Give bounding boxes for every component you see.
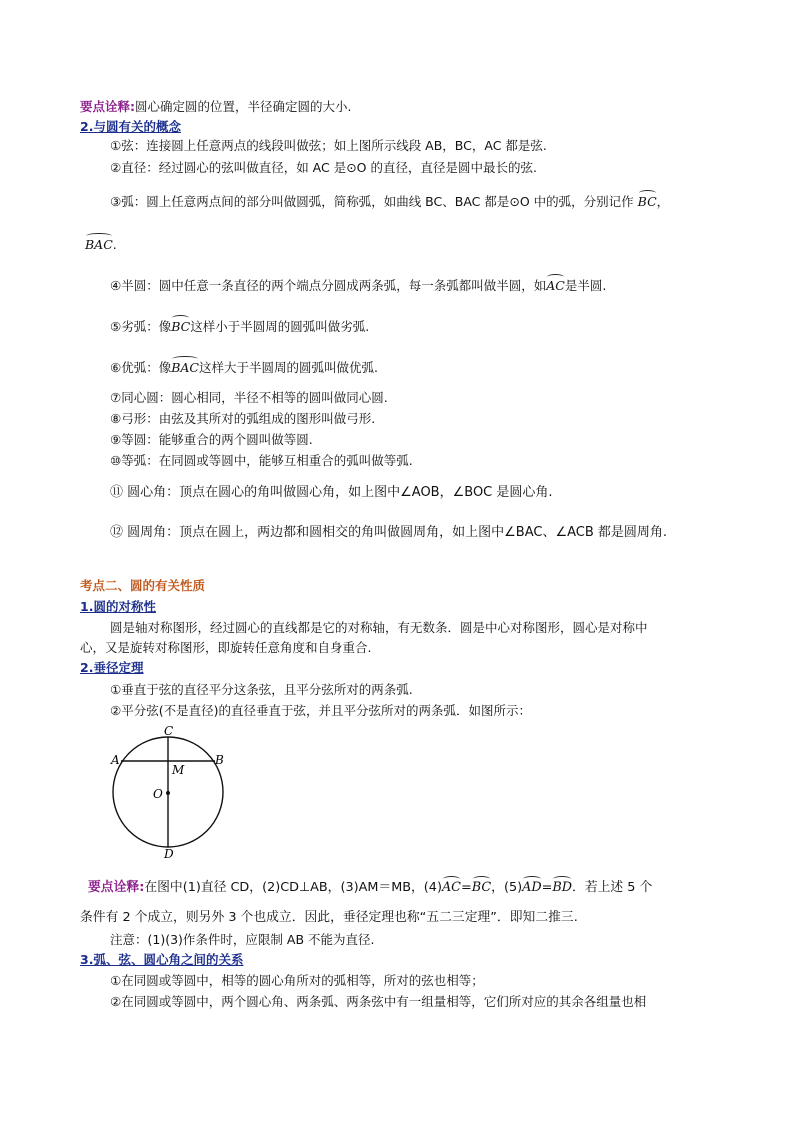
concept-minor-arc-post: 这样小于半圆周的圆弧叫做劣弧. bbox=[190, 319, 370, 334]
concept-arc-continued bbox=[85, 236, 117, 254]
arc-symbol-bc-minor: BC bbox=[171, 319, 191, 334]
label-a: A bbox=[111, 753, 120, 767]
note-text: 圆心确定圆的位置，半径确定圆的大小. bbox=[135, 99, 352, 114]
concept-major-arc-pre: ⑥优弧：像 bbox=[110, 360, 172, 375]
arc-symbol-ac: AC bbox=[546, 278, 565, 293]
concept-arc-text: ③弧：圆上任意两点间的部分叫做圆弧，简称弧，如曲线 BC、BAC 都是⊙O 中的弧，分别记作 bbox=[110, 194, 634, 209]
note2-caution: 注意：(1)(3)作条件时，应限制 AB 不能为直径. bbox=[110, 932, 375, 947]
note-heading-2: 要点诠释: bbox=[88, 880, 145, 895]
center-point bbox=[166, 791, 170, 795]
note2-post: ．若上述 5 个 bbox=[572, 880, 653, 895]
label-c: C bbox=[164, 724, 174, 738]
note2-line-2: 条件有 2 个成立，则另外 3 个也成立．因此，垂径定理也称“五二三定理”．即知二推三. bbox=[80, 910, 578, 925]
note2-pre: 在图中(1)直径 CD，(2)CD⊥AB，(3)AM＝MB，(4) bbox=[144, 880, 442, 895]
label-m: M bbox=[172, 763, 185, 777]
symmetry-text-line1: 圆是轴对称图形，经过圆心的直线都是它的对称轴，有无数条．圆是中心对称图形，圆心是对称中 bbox=[110, 620, 648, 635]
arc-symbol-bc: BC bbox=[637, 194, 657, 209]
arc-symbol-bac: BAC bbox=[85, 237, 113, 252]
concept-semicircle-text: ④半圆：圆中任意一条直径的两个端点分圆成两条弧，每一条弧都叫做半圆，如 bbox=[110, 278, 547, 293]
equals-1: = bbox=[460, 880, 472, 895]
section-title-concepts: 2.与圆有关的概念 bbox=[80, 119, 181, 134]
equals-2: = bbox=[541, 880, 553, 895]
concept-minor-arc-pre: ⑤劣弧：像 bbox=[110, 319, 172, 334]
section-heading-properties: 考点二、圆的有关性质 bbox=[80, 578, 206, 593]
arc-symbol-ad: AD bbox=[522, 880, 542, 895]
arc-symbol-bd: BD bbox=[552, 880, 573, 895]
relation-1: ①在同圆或等圆中，相等的圆心角所对的弧相等，所对的弦也相等； bbox=[110, 973, 484, 988]
symmetry-text-line2: 心，又是旋转对称图形，即旋转任意角度和自身重合. bbox=[80, 640, 372, 655]
note-heading: 要点诠释: bbox=[80, 99, 135, 114]
concept-semicircle bbox=[110, 277, 606, 295]
concept-concentric: ⑦同心圆：圆心相同，半径不相等的圆叫做同心圆. bbox=[110, 390, 388, 405]
label-o: O bbox=[153, 787, 163, 801]
concept-diameter: ②直径：经过圆心的弦叫做直径，如 AC 是⊙O 的直径，直径是圆中最长的弦. bbox=[110, 160, 537, 175]
period: . bbox=[112, 237, 117, 252]
concept-arc bbox=[110, 193, 669, 211]
concept-inscribed-angle: ⑫ 圆周角：顶点在圆上，两边都和圆相交的角叫做圆周角，如上图中∠BAC、∠ACB 都是圆周角. bbox=[110, 525, 668, 540]
concept-semicircle-end: 是半圆. bbox=[564, 278, 607, 293]
label-b: B bbox=[215, 753, 224, 767]
comma: ， bbox=[656, 194, 670, 209]
theorem-statement-1: ①垂直于弦的直径平分这条弦，且平分弦所对的两条弧. bbox=[110, 682, 413, 697]
theorem-statement-2: ②平分弦(不是直径)的直径垂直于弦，并且平分弦所对的两条弧．如图所示： bbox=[110, 703, 531, 718]
concept-equal-arcs: ⑩等弧：在同圆或等圆中，能够互相重合的弧叫做等弧. bbox=[110, 453, 413, 468]
concept-central-angle: ⑪ 圆心角：顶点在圆心的角叫做圆心角，如上图中∠AOB，∠BOC 是圆心角. bbox=[110, 485, 553, 500]
concept-minor-arc bbox=[110, 318, 369, 336]
note2-mid: ，(5) bbox=[491, 880, 523, 895]
arc-symbol-bac-major: BAC bbox=[171, 360, 199, 375]
concept-major-arc-post: 这样大于半圆周的圆弧叫做优弧. bbox=[199, 360, 378, 375]
note-line-2 bbox=[88, 879, 652, 897]
section-title-perpendicular-diameter: 2.垂径定理 bbox=[80, 660, 144, 675]
concept-major-arc bbox=[110, 359, 378, 377]
concept-segment: ⑧弓形：由弦及其所对的弧组成的图形叫做弓形. bbox=[110, 411, 376, 426]
arc-symbol-bc-2: BC bbox=[471, 880, 492, 895]
concept-equal-circles: ⑨等圆：能够重合的两个圆叫做等圆. bbox=[110, 432, 313, 447]
note-line-1 bbox=[80, 98, 351, 116]
concept-chord: ①弦：连接圆上任意两点的线段叫做弦；如上图所示线段 AB，BC，AC 都是弦. bbox=[110, 138, 547, 153]
relation-2: ②在同圆或等圆中，两个圆心角、两条弧、两条弦中有一组量相等，它们所对应的其余各组量也相 bbox=[110, 994, 647, 1009]
section-title-arc-chord-angle: 3.弧、弦、圆心角之间的关系 bbox=[80, 952, 244, 967]
label-d: D bbox=[164, 847, 174, 861]
circle-diagram bbox=[105, 724, 230, 864]
arc-symbol-ac-2: AC bbox=[441, 880, 461, 895]
section-title-symmetry: 1.圆的对称性 bbox=[80, 599, 156, 614]
